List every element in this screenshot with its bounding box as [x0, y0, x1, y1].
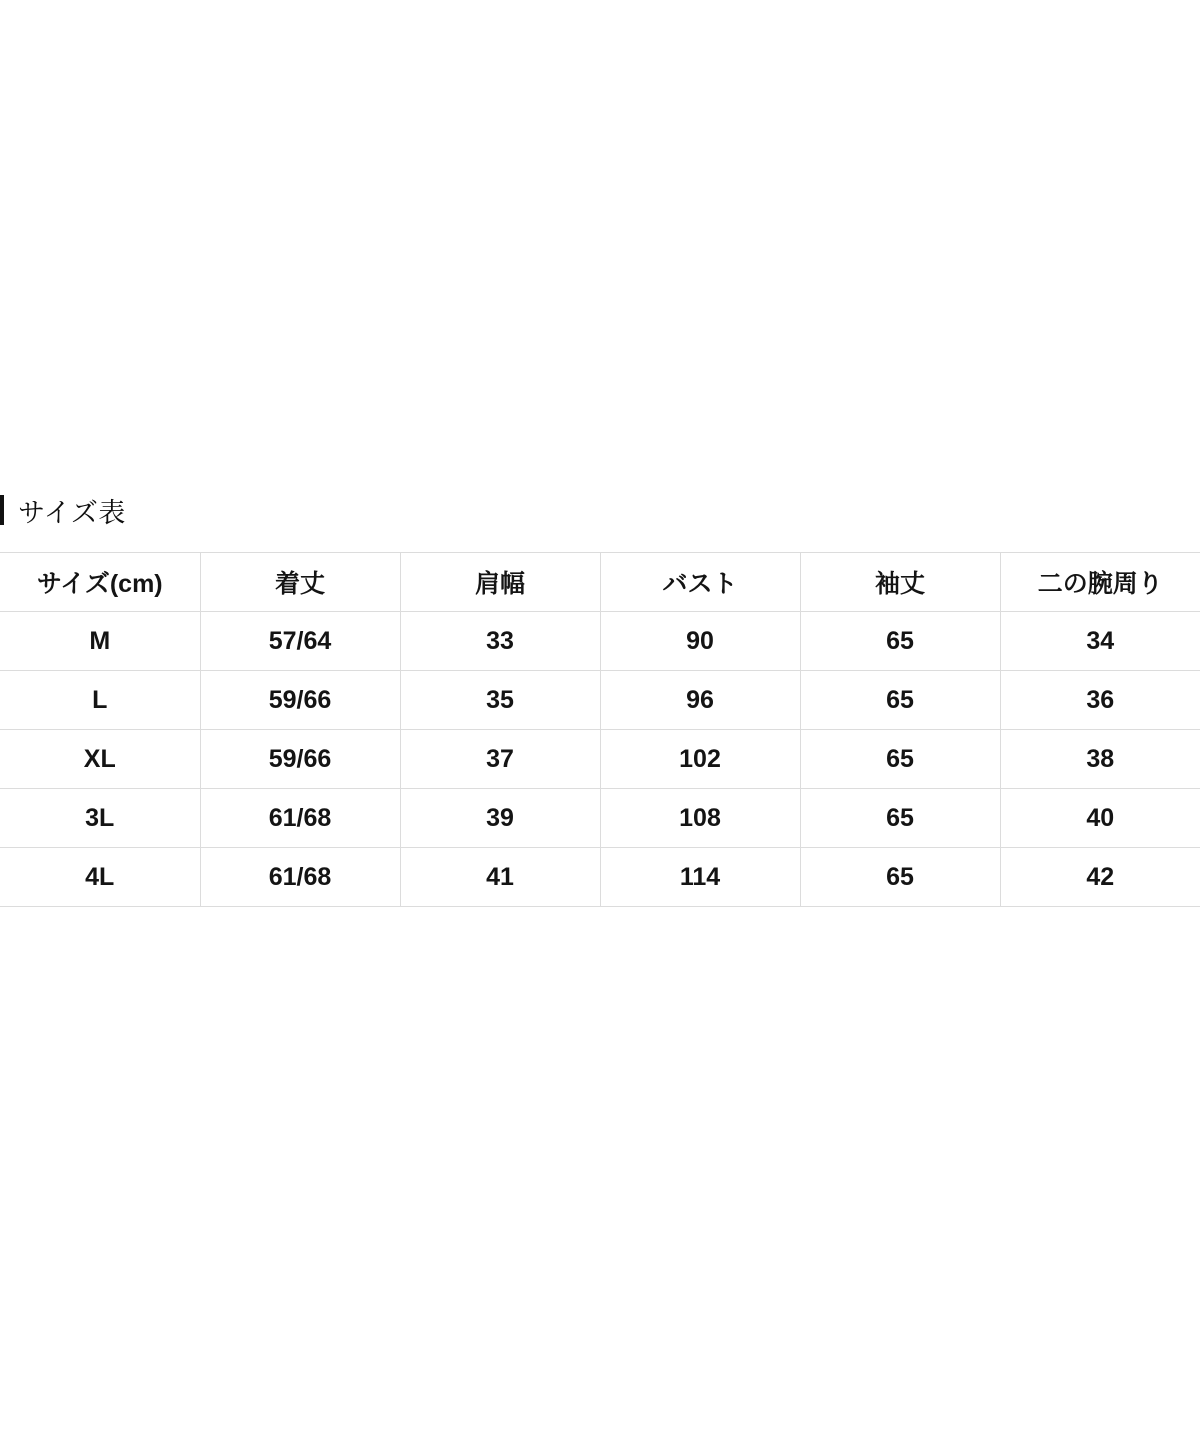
column-header-bust: バスト [600, 553, 800, 612]
cell-shoulder: 35 [400, 671, 600, 730]
column-header-length: 着丈 [200, 553, 400, 612]
cell-size: 3L [0, 789, 200, 848]
cell-shoulder: 39 [400, 789, 600, 848]
cell-size: M [0, 612, 200, 671]
table-row [0, 789, 1200, 848]
table-row [0, 612, 1200, 671]
cell-size: L [0, 671, 200, 730]
cell-length: 61/68 [200, 789, 400, 848]
cell-bust: 102 [600, 730, 800, 789]
cell-length: 59/66 [200, 730, 400, 789]
cell-upper-arm: 34 [1000, 612, 1200, 671]
cell-upper-arm: 40 [1000, 789, 1200, 848]
cell-upper-arm: 38 [1000, 730, 1200, 789]
cell-shoulder: 33 [400, 612, 600, 671]
table-header-row [0, 553, 1200, 612]
cell-length: 59/66 [200, 671, 400, 730]
cell-size: 4L [0, 848, 200, 907]
column-header-sleeve: 袖丈 [800, 553, 1000, 612]
cell-upper-arm: 36 [1000, 671, 1200, 730]
section-title-text: サイズ表 [18, 497, 126, 528]
cell-sleeve: 65 [800, 730, 1000, 789]
table-row [0, 730, 1200, 789]
table-body [0, 612, 1200, 907]
cell-sleeve: 65 [800, 671, 1000, 730]
table-header [0, 553, 1200, 612]
cell-shoulder: 41 [400, 848, 600, 907]
cell-length: 61/68 [200, 848, 400, 907]
section-heading [0, 492, 1200, 528]
cell-bust: 108 [600, 789, 800, 848]
cell-sleeve: 65 [800, 789, 1000, 848]
cell-length: 57/64 [200, 612, 400, 671]
column-header-shoulder: 肩幅 [400, 553, 600, 612]
column-header-size: サイズ(cm) [0, 553, 200, 612]
cell-bust: 90 [600, 612, 800, 671]
accent-bar-icon [0, 495, 4, 525]
cell-sleeve: 65 [800, 612, 1000, 671]
table-row [0, 848, 1200, 907]
cell-sleeve: 65 [800, 848, 1000, 907]
cell-size: XL [0, 730, 200, 789]
cell-upper-arm: 42 [1000, 848, 1200, 907]
cell-bust: 96 [600, 671, 800, 730]
size-table [0, 552, 1200, 907]
column-header-upper-arm: 二の腕周り [1000, 553, 1200, 612]
cell-shoulder: 37 [400, 730, 600, 789]
size-chart-section [0, 492, 1200, 907]
cell-bust: 114 [600, 848, 800, 907]
table-row [0, 671, 1200, 730]
